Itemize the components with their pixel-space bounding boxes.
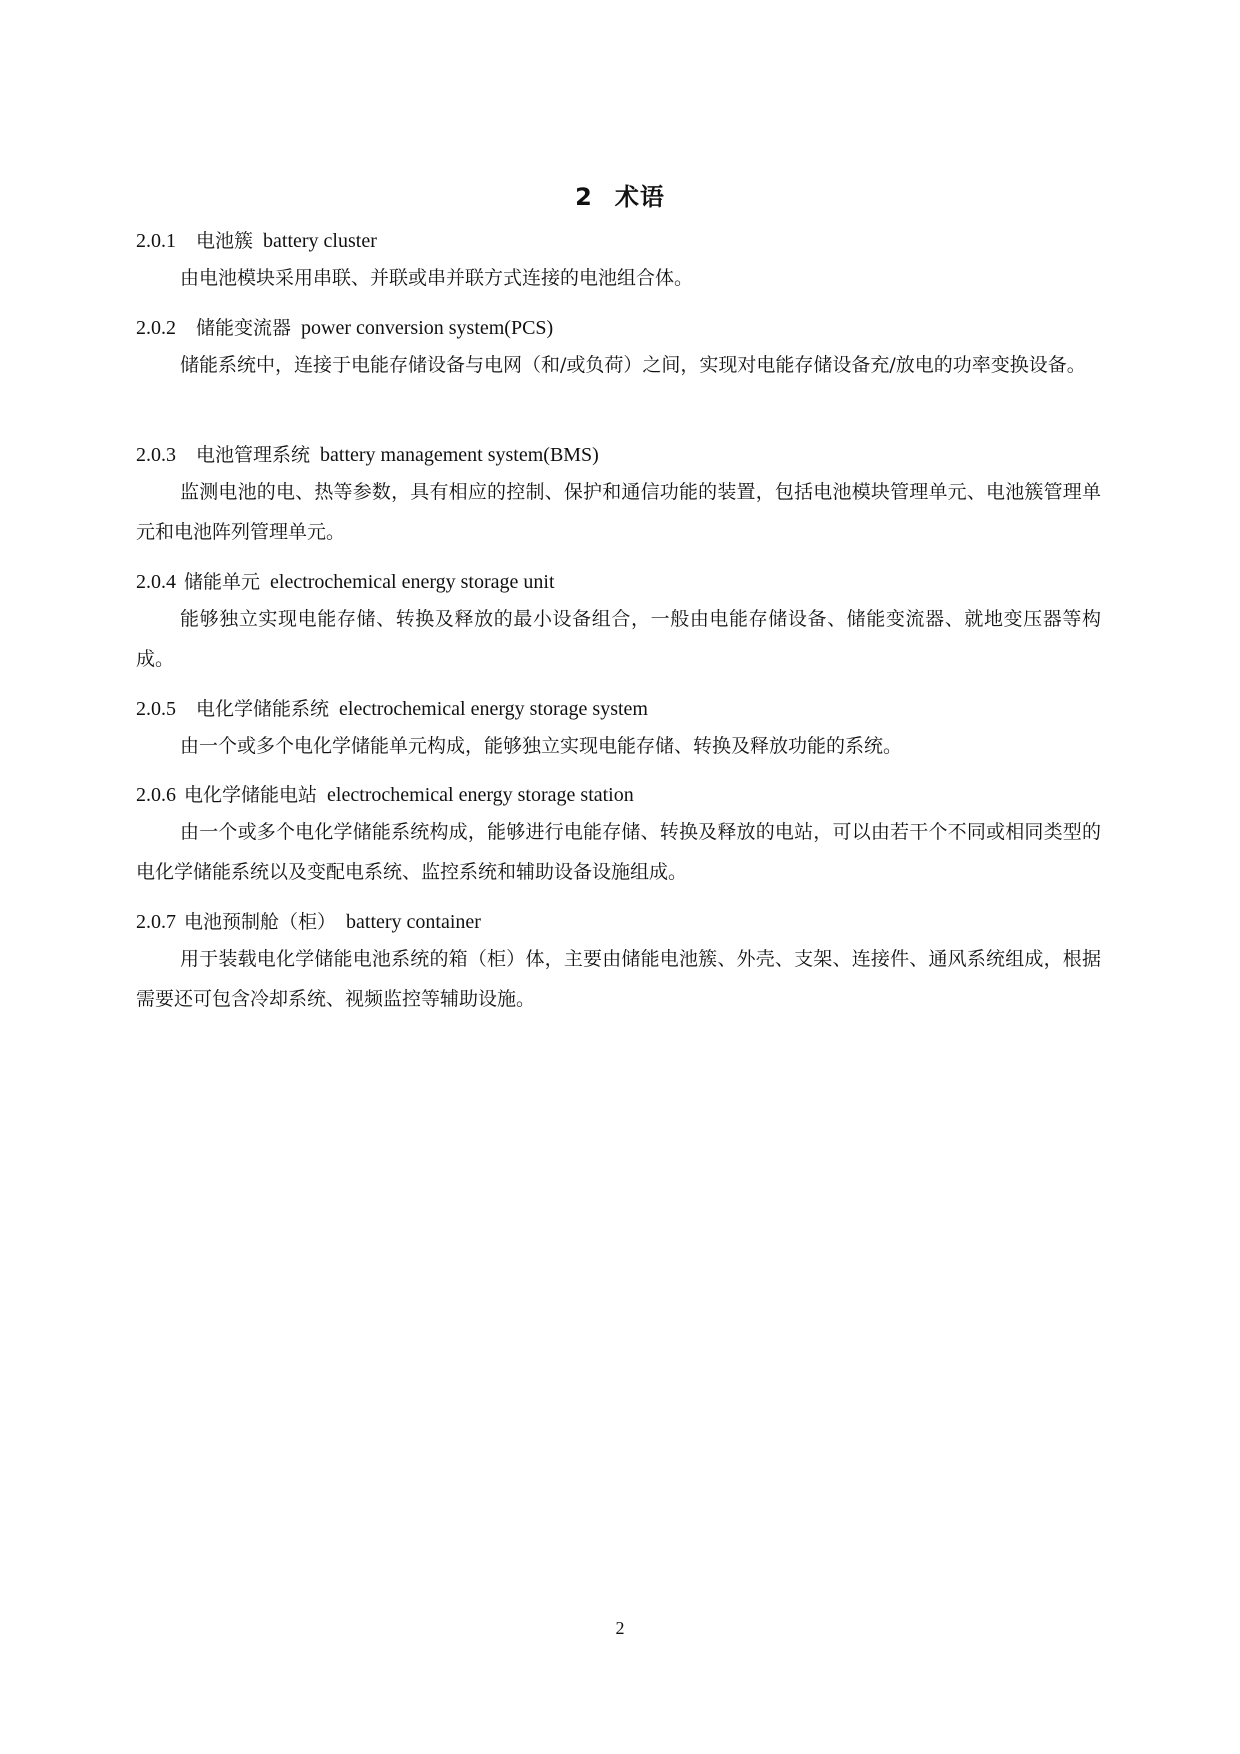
term-heading bbox=[136, 567, 555, 594]
term-heading bbox=[136, 440, 599, 467]
term-english: power conversion system(PCS) bbox=[301, 317, 554, 339]
term-chinese: 电池簇 bbox=[196, 230, 254, 252]
term-english: battery container bbox=[346, 911, 481, 933]
term-definition: 监测电池的电、热等参数，具有相应的控制、保护和通信功能的装置，包括电池模块管理单元、电池簇管理单元和电池阵列管理单元。 bbox=[136, 481, 1101, 543]
term-chinese: 电池管理系统 bbox=[196, 444, 311, 466]
term-number: 2.0.7 bbox=[136, 911, 176, 933]
term-english: electrochemical energy storage unit bbox=[270, 571, 555, 593]
term-chinese: 电池预制舱（柜） bbox=[184, 911, 337, 933]
term-definition: 由一个或多个电化学储能单元构成，能够独立实现电能存储、转换及释放功能的系统。 bbox=[180, 735, 903, 757]
term-number: 2.0.4 bbox=[136, 571, 176, 593]
term-english: battery cluster bbox=[263, 230, 377, 252]
term-definition: 由一个或多个电化学储能系统构成，能够进行电能存储、转换及释放的电站，可以由若干个不同或相同类型的电化学储能系统以及变配电系统、监控系统和辅助设备设施组成。 bbox=[136, 821, 1101, 883]
section-number: 2 bbox=[575, 183, 593, 211]
term-heading bbox=[136, 694, 648, 721]
term-definition: 能够独立实现电能存储、转换及释放的最小设备组合，一般由电能存储设备、储能变流器、就地变压器等构成。 bbox=[136, 608, 1101, 670]
term-heading bbox=[136, 780, 634, 807]
term-english: electrochemical energy storage system bbox=[339, 698, 648, 720]
term-english: electrochemical energy storage station bbox=[327, 784, 634, 806]
term-heading bbox=[136, 313, 553, 340]
term-heading bbox=[136, 226, 377, 253]
term-definition: 用于装载电化学储能电池系统的箱（柜）体，主要由储能电池簇、外壳、支架、连接件、通风系统组成，根据需要还可包含冷却系统、视频监控等辅助设施。 bbox=[136, 948, 1101, 1010]
section-heading bbox=[0, 177, 1240, 212]
term-definition: 储能系统中，连接于电能存储设备与电网（和/或负荷）之间，实现对电能存储设备充/放电的功率变换设备。 bbox=[180, 354, 1086, 376]
term-number: 2.0.1 bbox=[136, 230, 176, 252]
term-definition: 由电池模块采用串联、并联或串并联方式连接的电池组合体。 bbox=[180, 267, 694, 289]
term-number: 2.0.3 bbox=[136, 444, 176, 466]
term-chinese: 电化学储能系统 bbox=[196, 698, 330, 720]
term-number: 2.0.2 bbox=[136, 317, 176, 339]
section-title: 术语 bbox=[614, 183, 665, 211]
term-number: 2.0.6 bbox=[136, 784, 176, 806]
term-english: battery management system(BMS) bbox=[320, 444, 599, 466]
term-number: 2.0.5 bbox=[136, 698, 176, 720]
term-heading bbox=[136, 907, 481, 934]
term-chinese: 电化学储能电站 bbox=[184, 784, 318, 806]
term-chinese: 储能变流器 bbox=[196, 317, 292, 339]
page-number: 2 bbox=[615, 1618, 625, 1638]
term-chinese: 储能单元 bbox=[184, 571, 261, 593]
